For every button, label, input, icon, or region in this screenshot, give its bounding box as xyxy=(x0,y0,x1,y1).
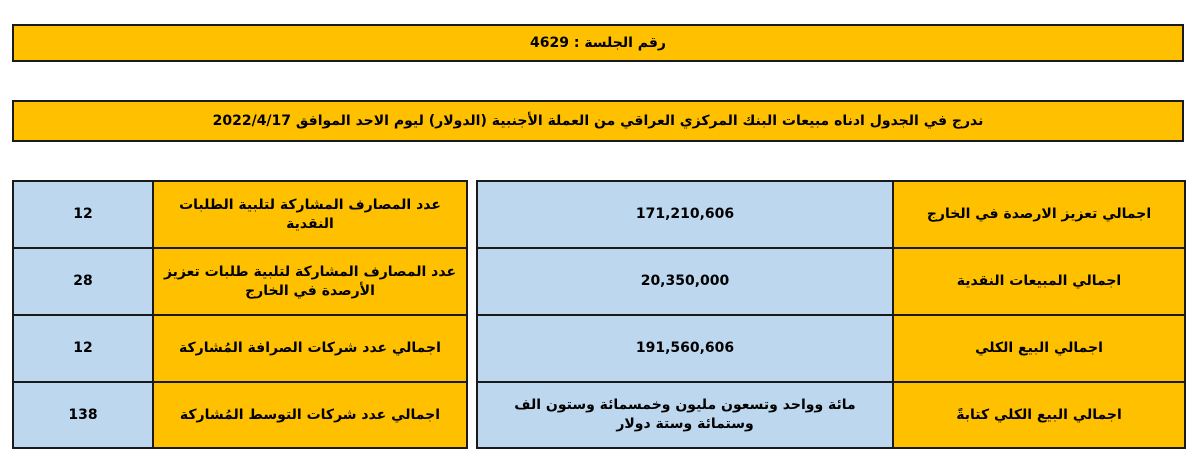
participants-value-cell: 28 xyxy=(13,248,153,315)
sales-value-cell: 171,210,606 xyxy=(477,181,893,248)
table-row xyxy=(477,181,1185,248)
table-row xyxy=(13,382,467,448)
table-row xyxy=(477,315,1185,382)
session-number-text: رقم الجلسة : 4629 xyxy=(530,35,666,51)
sales-value-cell: مائة وواحد وتسعون مليون وخمسمائة وستون الف وستمائة وستة دولار xyxy=(477,382,893,448)
table-row xyxy=(13,181,467,248)
sales-value-cell: 191,560,606 xyxy=(477,315,893,382)
participants-table xyxy=(12,180,468,449)
sales-label-cell: اجمالي تعزيز الارصدة في الخارج xyxy=(893,181,1185,248)
sales-table xyxy=(476,180,1186,449)
sales-label-cell: اجمالي البيع الكلي كتابةً xyxy=(893,382,1185,448)
table-row xyxy=(477,382,1185,448)
participants-value-cell: 138 xyxy=(13,382,153,448)
table-row xyxy=(477,248,1185,315)
table-row xyxy=(13,315,467,382)
participants-label-cell: عدد المصارف المشاركة لتلبية الطلبات النقدية xyxy=(153,181,467,248)
sales-label-cell: اجمالي البيع الكلي xyxy=(893,315,1185,382)
sales-label-cell: اجمالي المبيعات النقدية xyxy=(893,248,1185,315)
participants-value-cell: 12 xyxy=(13,315,153,382)
session-number-banner xyxy=(12,24,1184,62)
table-row xyxy=(13,248,467,315)
participants-value-cell: 12 xyxy=(13,181,153,248)
participants-label-cell: اجمالي عدد شركات الصرافة المُشاركة xyxy=(153,315,467,382)
participants-label-cell: اجمالي عدد شركات التوسط المُشاركة xyxy=(153,382,467,448)
intro-text: ندرج في الجدول ادناه مبيعات البنك المركزي العراقي من العملة الأجنبية (الدولار) ليوم الاحد الموافق 2022/4/17 xyxy=(212,113,984,129)
sales-value-cell: 20,350,000 xyxy=(477,248,893,315)
intro-banner xyxy=(12,100,1184,142)
participants-label-cell: عدد المصارف المشاركة لتلبية طلبات تعزيز الأرصدة في الخارج xyxy=(153,248,467,315)
